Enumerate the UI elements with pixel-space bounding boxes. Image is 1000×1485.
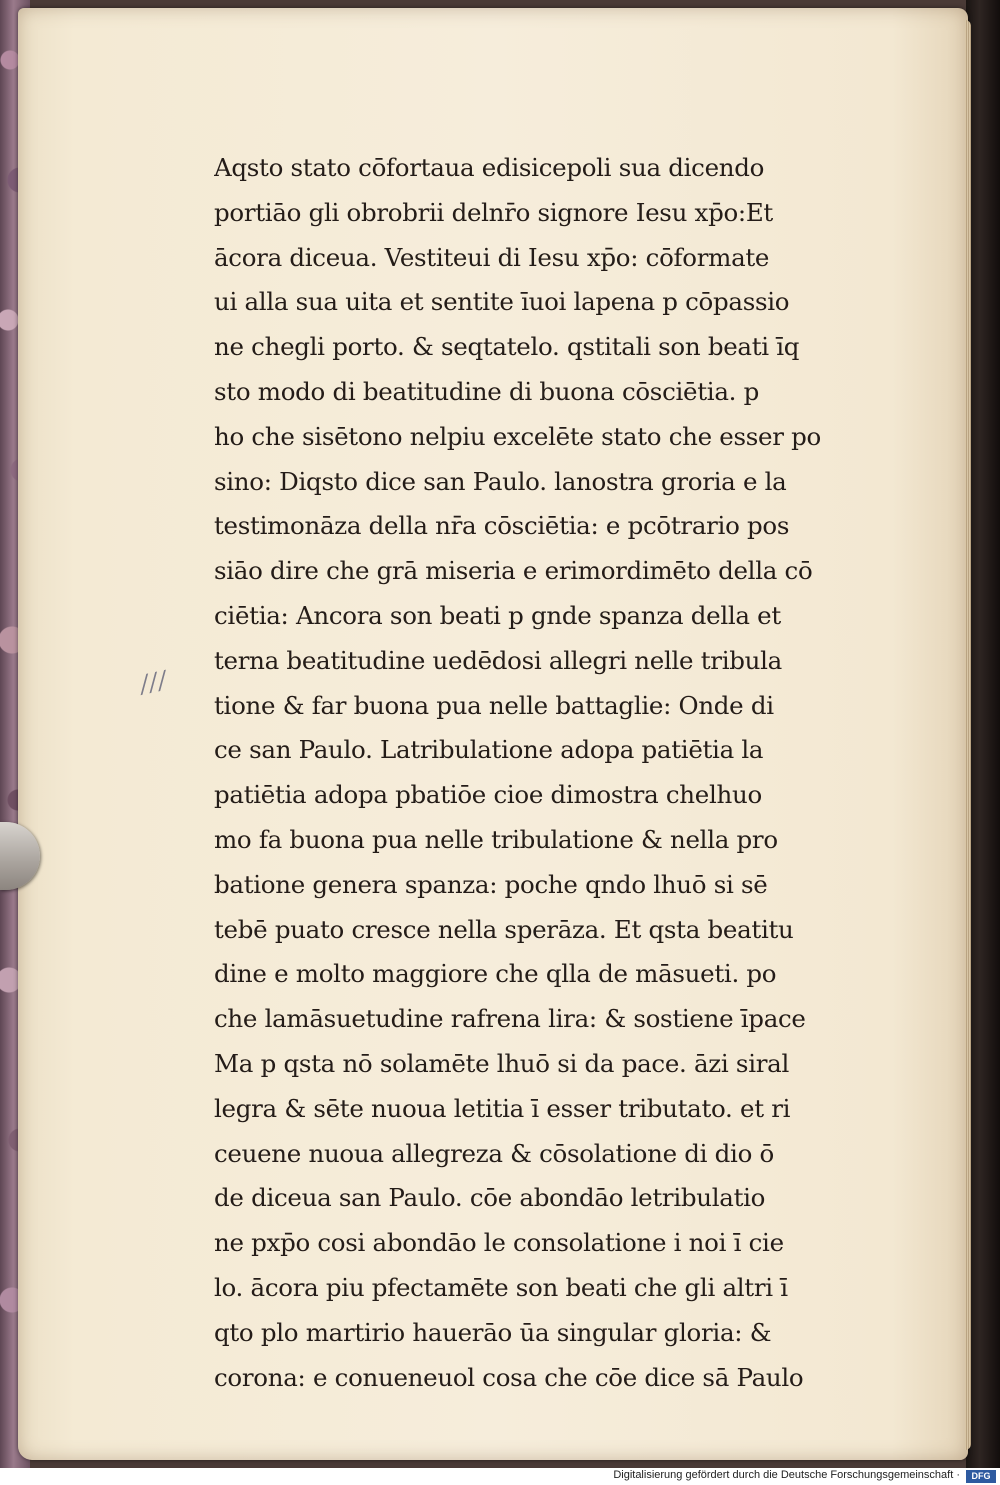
text-line: che lamāsuetudine rafrena lira: & sostiene īpace bbox=[214, 1004, 806, 1034]
text-line: de diceua san Paulo. cōe abondāo letribulatio bbox=[214, 1183, 766, 1213]
page-edges bbox=[965, 20, 971, 1450]
margin-pencil-mark: /// bbox=[137, 665, 170, 699]
text-line: sino: Diqsto dice san Paulo. lanostra groria e la bbox=[214, 466, 787, 496]
footer-credit: Digitalisierung gefördert durch die Deutsche Forschungsgemeinschaft · bbox=[613, 1469, 960, 1481]
text-line: ui alla sua uita et sentite īuoi lapena p cōpassio bbox=[214, 287, 790, 317]
text-line: corona: e conueneuol cosa che cōe dice sā Paulo bbox=[214, 1362, 804, 1392]
dfg-logo-icon: DFG bbox=[966, 1470, 996, 1483]
text-line: tebē puato cresce nella sperāza. Et qsta beatitu bbox=[214, 914, 794, 944]
book-spine bbox=[966, 0, 1000, 1470]
footer-bar bbox=[0, 1468, 1000, 1485]
text-line: qto plo martirio hauerāo ūa singular gloria: & bbox=[214, 1317, 772, 1347]
text-line: Ma p qsta nō solamēte lhuō si da pace. āzi siral bbox=[214, 1048, 789, 1078]
text-line: ce san Paulo. Latribulatione adopa patiētia la bbox=[214, 735, 764, 765]
text-line: sto modo di beatitudine di buona cōsciētia. p bbox=[214, 376, 759, 406]
text-line: patiētia adopa pbatiōe cioe dimostra chelhuo bbox=[214, 780, 762, 810]
text-line: ne pxp̄o cosi abondāo le consolatione i noi ī cie bbox=[214, 1228, 784, 1258]
text-line: portiāo gli obrobrii delnr̄o signore Iesu xp̄o:Et bbox=[214, 197, 773, 227]
text-line: ācora diceua. Vestiteui di Iesu xp̄o: cōformate bbox=[214, 242, 770, 272]
text-line: tione & far buona pua nelle battaglie: Onde di bbox=[214, 690, 774, 720]
text-line: Aqsto stato cōfortaua edisicepoli sua dicendo bbox=[214, 153, 765, 182]
text-block bbox=[214, 146, 846, 1400]
text-line: ne chegli porto. & seqtatelo. qstitali son beati īq bbox=[214, 332, 800, 362]
text-line: batione genera spanza: poche qndo lhuō si sē bbox=[214, 869, 768, 899]
text-line: ho che sisētono nelpiu excelēte stato che esser po bbox=[214, 421, 821, 451]
text-line: dine e molto maggiore che qlla de māsueti. po bbox=[214, 959, 777, 989]
text-line: lo. ācora piu pfectamēte son beati che gli altri ī bbox=[214, 1272, 788, 1302]
text-line: legra & sēte nuoua letitia ī esser tributato. et ri bbox=[214, 1093, 791, 1123]
text-line: mo fa buona pua nelle tribulatione & nella pro bbox=[214, 824, 778, 854]
text-line: terna beatitudine uedēdosi allegri nelle tribula bbox=[214, 645, 782, 675]
text-line: siāo dire che grā miseria e erimordimēto della cō bbox=[214, 556, 813, 586]
text-line: ciētia: Ancora son beati p gnde spanza della et bbox=[214, 600, 781, 630]
text-line: testimonāza della nr̄a cōsciētia: e pcōtrario pos bbox=[214, 511, 790, 541]
text-line: ceuene nuoua allegreza & cōsolatione di dio ō bbox=[214, 1138, 774, 1168]
